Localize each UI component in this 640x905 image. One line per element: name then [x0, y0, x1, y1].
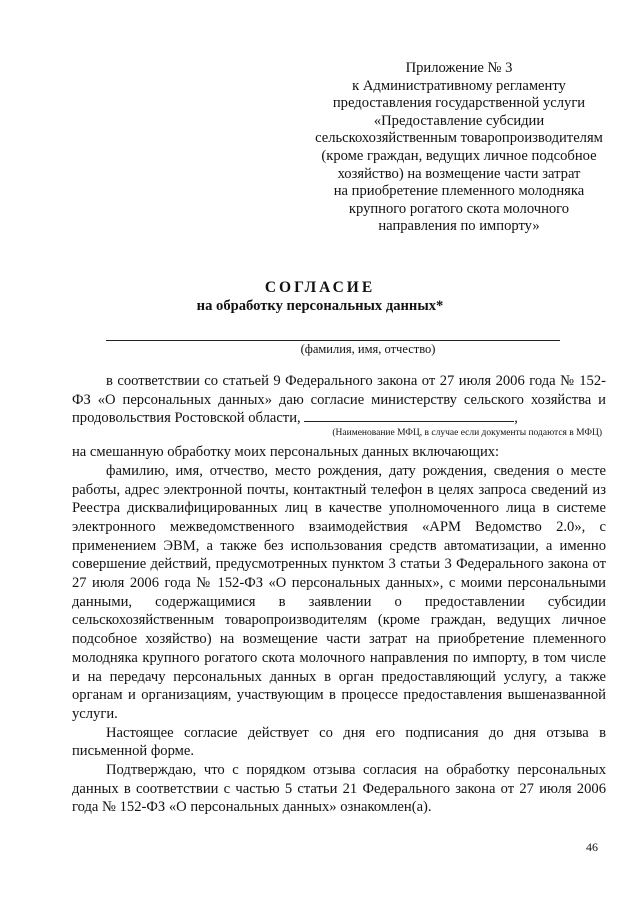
document-body	[72, 372, 606, 817]
paragraph-consent	[72, 372, 606, 428]
paragraph-processing: на смешанную обработку моих персональных данных включающих:	[72, 444, 500, 461]
fio-blank-line	[106, 340, 560, 341]
mfc-caption: (Наименование МФЦ, в случае если документы подаются в МФЦ)	[332, 428, 602, 439]
document-title	[0, 278, 640, 315]
mfc-blank-line	[304, 409, 514, 422]
title-subtitle: на обработку персональных данных*	[196, 298, 444, 314]
appendix-header	[300, 60, 618, 236]
appendix-line: Приложение № 3	[405, 60, 513, 76]
paragraph-consent-end: ,	[514, 410, 518, 427]
appendix-line: хозяйство) на возмещение части затрат	[337, 165, 581, 182]
page-number: 46	[586, 840, 598, 854]
appendix-line: направления по импорту»	[378, 218, 540, 235]
paragraph-data-list: фамилию, имя, отчество, место рождения, дату рождения, сведения о месте работы, адрес электронной почты, контактный телефон в целях запроса сведений из Реестра дисквалифицированных лиц в качестве уполномоченного лица в системе электронного межведомственного взаимодействия «АРМ Ведомство 2.0», с применением ЭВМ, а также без использования средств автоматизации, а именно совершение действий, предусмотренных пунктом 3 статьи 3 Федерального закона от 27 июля 2006 года № 152-ФЗ «О персональных данных», с моими персональными данными, содержащимися в заявлении о предоставлении субсидии сельскохозяйственным товаропроизводителям (кроме граждан, ведущих личное подсобное хозяйство) на возмещение части затрат на приобретение племенного молодняка крупного рогатого скота молочного направления по импорту, в том числе и на передачу персональных данных в орган предоставляющий услугу, а также органам и организациям, участвующим в процессе предоставления вышеназванной услуги.	[72, 462, 606, 722]
title-main: СОГЛАСИЕ	[264, 279, 376, 296]
paragraph-confirmation: Подтверждаю, что с порядком отзыва согласия на обработку персональных данных в соответствии с частью 5 статьи 21 Федерального закона от 27 июля 2006 года № 152-ФЗ «О персональных данных» ознакомлен(а).	[72, 762, 606, 816]
paragraph-consent-text: в соответствии со статьей 9 Федерального закона от 27 июля 2006 года № 152-ФЗ «О персональных данных» даю согласие министерству сельского хозяйства и продовольствия Ростовской области,	[72, 373, 606, 427]
appendix-line: сельскохозяйственным товаропроизводителям	[315, 130, 603, 147]
fio-caption: (фамилия, имя, отчество)	[300, 342, 436, 356]
appendix-line: на приобретение племенного молодняка	[333, 183, 585, 200]
appendix-line: к Административному регламенту	[352, 77, 566, 94]
appendix-line: крупного рогатого скота молочного	[348, 200, 570, 217]
appendix-line: «Предоставление субсидии	[373, 112, 545, 129]
appendix-line: предоставления государственной услуги	[332, 95, 586, 112]
paragraph-validity: Настоящее согласие действует со дня его подписания до дня отзыва в письменной форме.	[72, 724, 606, 760]
appendix-line: (кроме граждан, ведущих личное подсобное	[321, 147, 597, 164]
